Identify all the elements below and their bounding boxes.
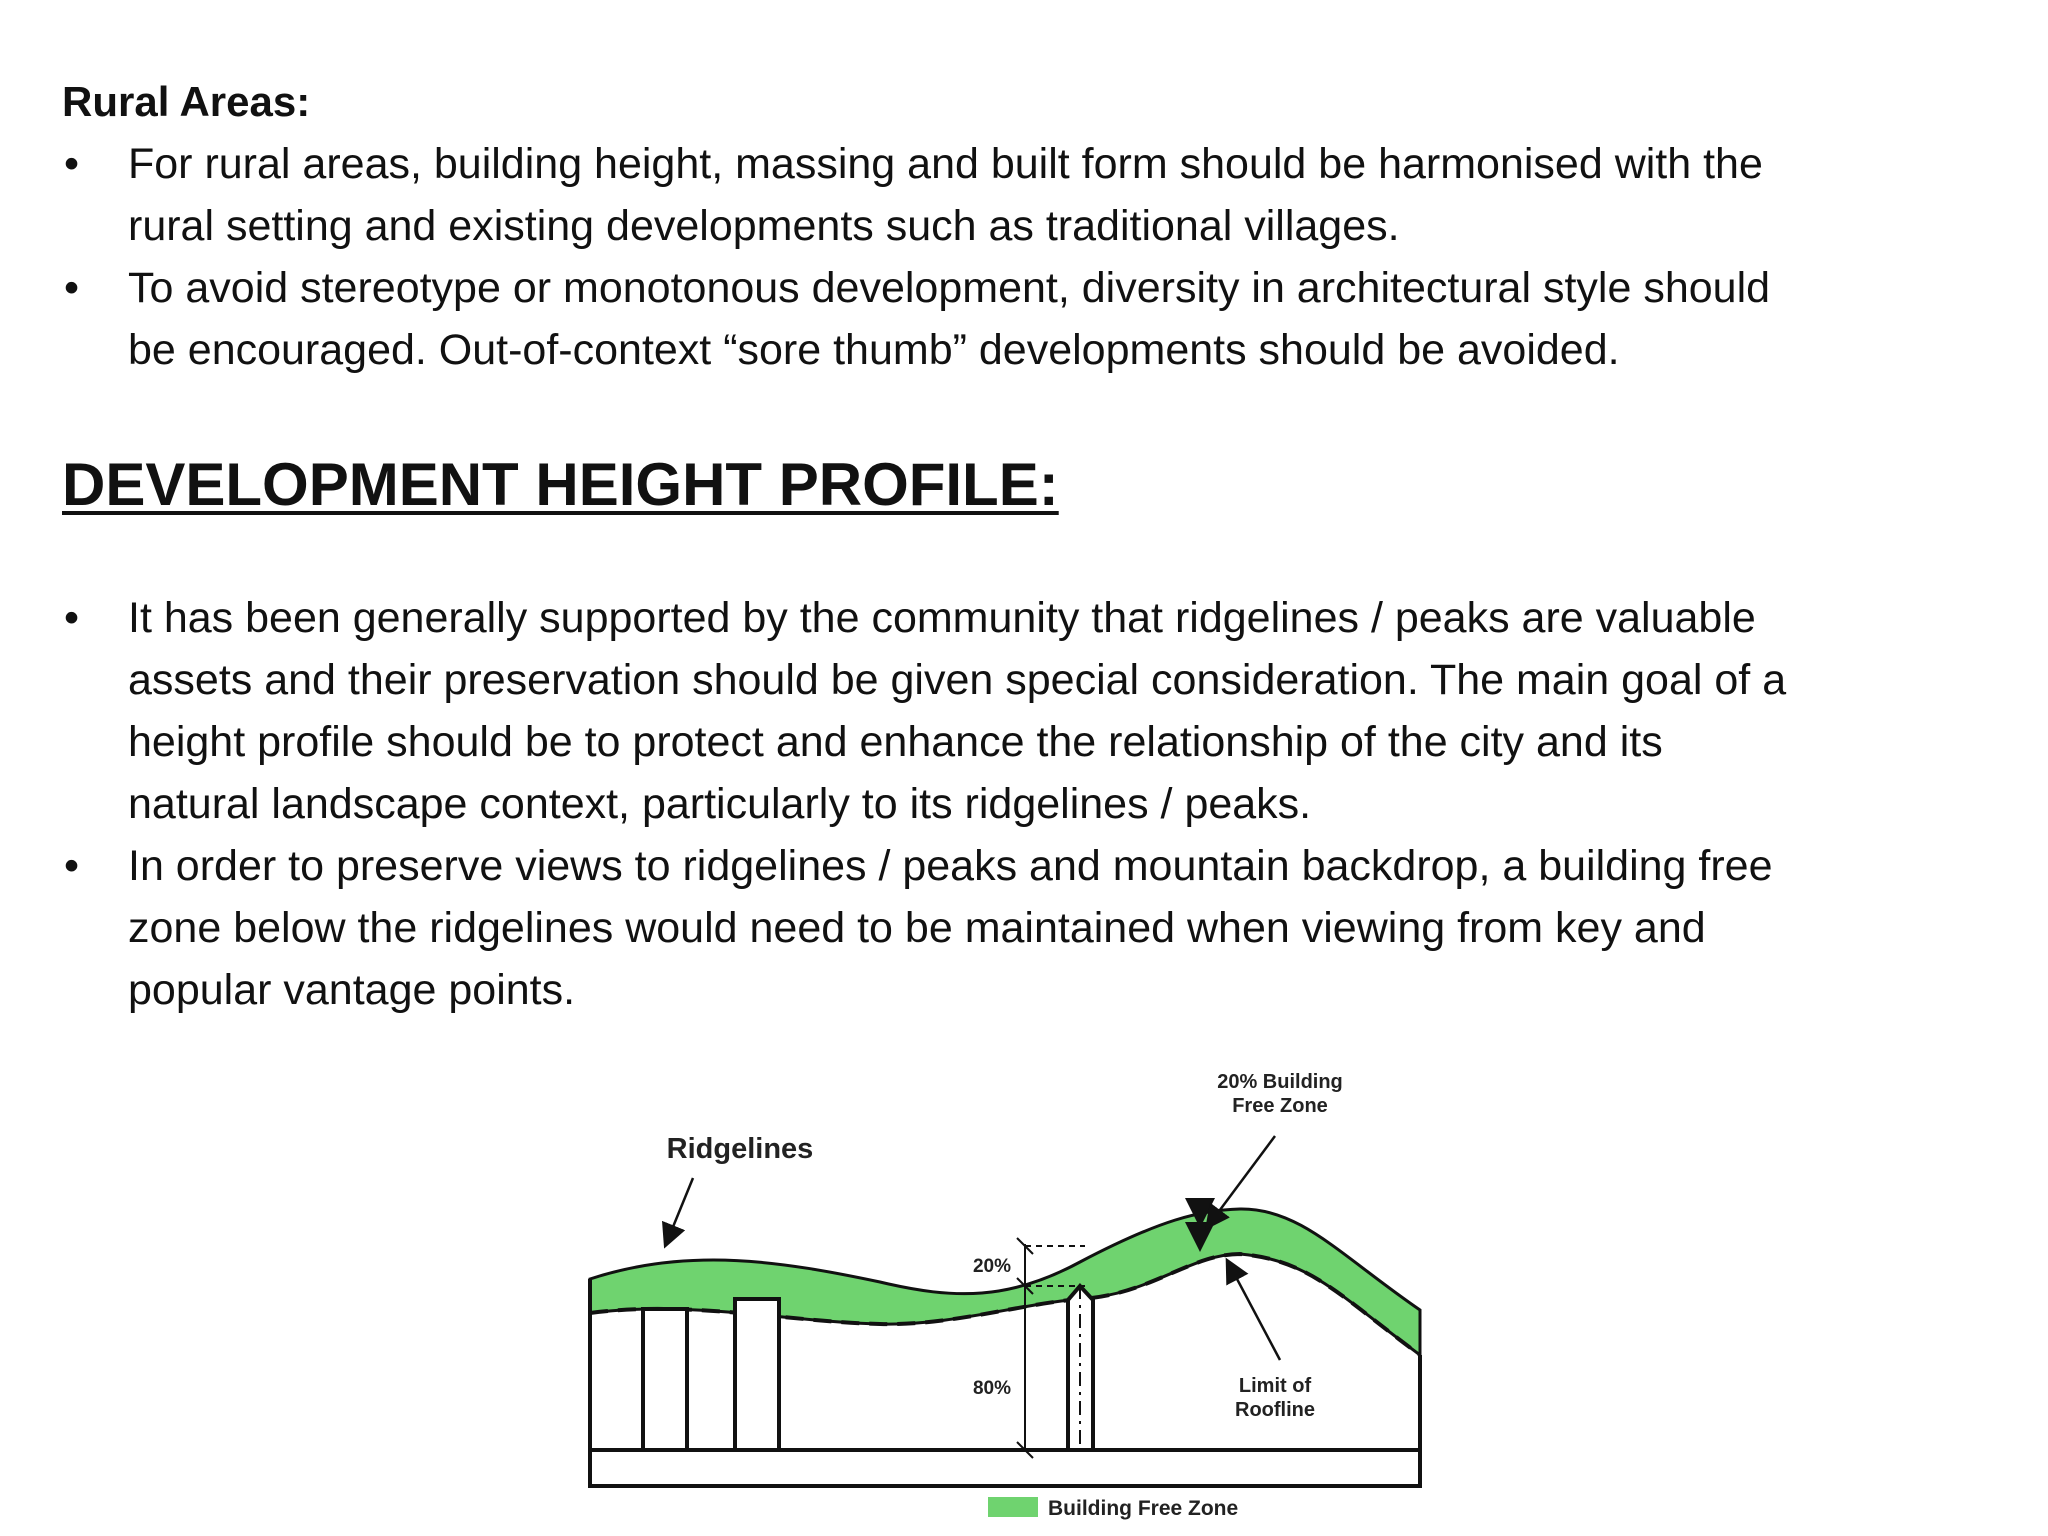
roofline-arrow (1228, 1262, 1280, 1360)
bullet-text-line: assets and their preservation should be given special consideration. The main goal of a (128, 656, 1787, 704)
bullet-icon: • (64, 264, 80, 312)
bullet-icon: • (64, 594, 80, 642)
free-zone-label-line2: Free Zone (1232, 1095, 1328, 1117)
label-20pct: 20% (972, 1256, 1012, 1277)
bullet-text-line: In order to preserve views to ridgelines / peaks and mountain backdrop, a building free (128, 842, 1773, 890)
building-1 (643, 1309, 687, 1450)
bullet-icon: • (64, 140, 80, 188)
bullet-text-line: height profile should be to protect and enhance the relationship of the city and its (128, 718, 1663, 766)
ridgelines-arrow (666, 1178, 693, 1244)
list-item (62, 133, 1992, 257)
ridgeline-height-profile-diagram (540, 1050, 1540, 1530)
ridgelines-label: Ridgelines (666, 1133, 814, 1165)
bullet-text-line: be encouraged. Out-of-context “sore thumb” developments should be avoided. (128, 326, 1620, 374)
bullet-text-line: To avoid stereotype or monotonous development, diversity in architectural style should (128, 264, 1771, 312)
bullet-text-line: natural landscape context, particularly to its ridgelines / peaks. (128, 780, 1312, 828)
development-height-profile-heading: DEVELOPMENT HEIGHT PROFILE: (62, 451, 1059, 518)
bullet-icon: • (64, 842, 80, 890)
free-zone-label-line1: 20% Building (1217, 1071, 1343, 1093)
roofline-label-line2: Roofline (1235, 1399, 1315, 1421)
rural-areas-heading: Rural Areas: (62, 78, 311, 125)
building-free-zone-band (590, 1209, 1420, 1355)
bullet-text-line: popular vantage points. (128, 966, 576, 1014)
building-3-pointed (1068, 1286, 1093, 1450)
bullet-text-line: rural setting and existing developments such as traditional villages. (128, 202, 1400, 250)
height-profile-bullet-list (62, 587, 1992, 1021)
list-item (62, 257, 1992, 381)
legend-swatch (988, 1497, 1038, 1517)
ground-platform (590, 1450, 1420, 1486)
bullet-text-line: For rural areas, building height, massing and built form should be harmonised with the (128, 140, 1763, 188)
bullet-text-line: It has been generally supported by the community that ridgelines / peaks are valuable (128, 594, 1756, 642)
list-item (62, 835, 1992, 1021)
rural-areas-bullet-list (62, 133, 1992, 381)
roofline-label-line1: Limit of (1238, 1375, 1312, 1397)
legend-label: Building Free Zone (1048, 1497, 1239, 1520)
building-2 (735, 1299, 779, 1450)
label-80pct: 80% (972, 1378, 1012, 1399)
list-item (62, 587, 1992, 835)
bullet-text-line: zone below the ridgelines would need to be maintained when viewing from key and (128, 904, 1706, 952)
